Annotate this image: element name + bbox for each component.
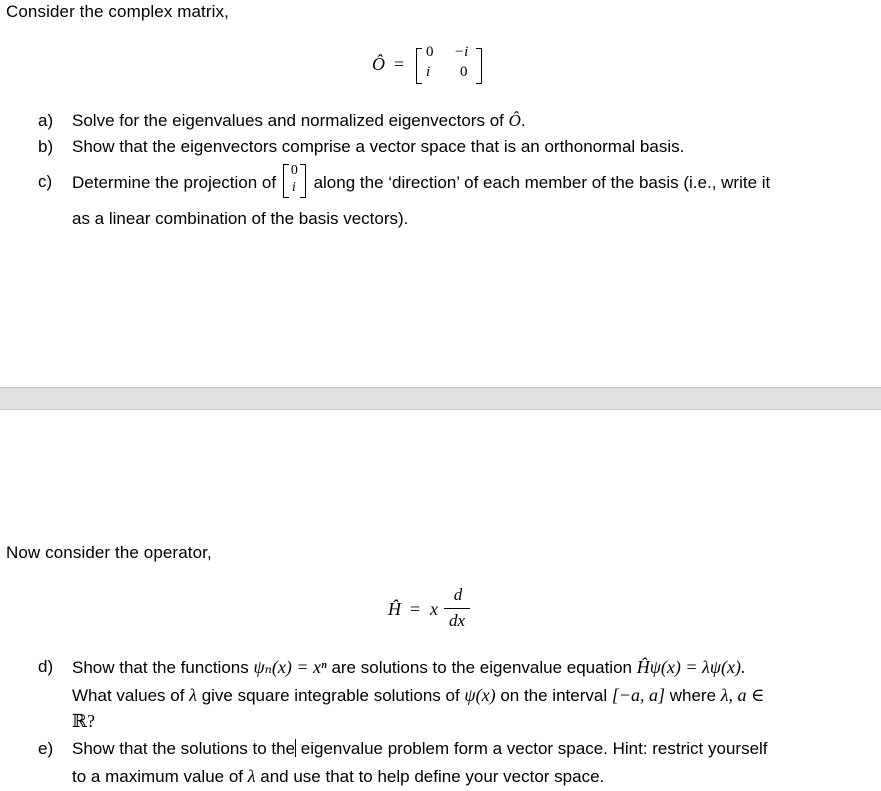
part-a-text	[72, 111, 526, 131]
reals-symbol: ℝ?	[72, 711, 95, 731]
matrix-m11: 0	[426, 44, 434, 60]
operator-o-hat: Ô	[372, 54, 385, 74]
operator-equation	[388, 585, 508, 635]
part-d-l2b: give square integrable solutions of	[196, 686, 465, 705]
part-e-l2b: and use that to help define your vector space.	[255, 767, 605, 786]
part-d-line2	[72, 685, 764, 706]
interval: [−a, a]	[611, 685, 665, 705]
part-c-label: c)	[38, 172, 53, 191]
part-e-line2	[72, 766, 604, 787]
vec-right-bracket	[300, 164, 306, 198]
part-a-symbol: Ô	[508, 111, 521, 130]
equals-sign: =	[394, 54, 405, 74]
part-b-text: Show that the eigenvectors comprise a vector space that is an orthonormal basis.	[72, 137, 685, 156]
part-d-line1	[72, 657, 746, 678]
psi-n-function: ψₙ(x) = xⁿ	[253, 657, 327, 677]
matrix-m22: 0	[460, 64, 468, 80]
part-d-l2a: What values of	[72, 686, 190, 705]
part-d-label: d)	[38, 657, 54, 676]
part-e-line1	[72, 739, 768, 759]
intro-text: Consider the complex matrix,	[6, 2, 229, 21]
column-vector	[281, 163, 309, 195]
section2-intro: Now consider the operator,	[6, 543, 212, 562]
part-a-body: Solve for the eigenvalues and normalized eigenvectors of	[72, 111, 509, 130]
vec-top: 0	[290, 163, 298, 178]
part-c-before: Determine the projection of	[72, 173, 281, 192]
part-e-label: e)	[38, 739, 54, 758]
part-d-l2d: where	[665, 686, 721, 705]
left-bracket	[416, 48, 422, 84]
op-x: x	[430, 599, 438, 619]
operator-h-hat: Ĥ	[388, 599, 401, 619]
right-bracket	[476, 48, 482, 84]
part-c-after: along the ‘direction’ of each member of the basis (i.e., write it	[308, 173, 771, 192]
part-d-l1a: Show that the functions	[72, 658, 254, 677]
op-numerator: d	[453, 585, 463, 604]
part-a-label: a)	[38, 111, 54, 130]
lambda-a-vars: λ, a ∈	[720, 685, 765, 705]
lambda-symbol-e: λ	[247, 766, 256, 786]
part-e-l2a: to a maximum value of	[72, 767, 248, 786]
op-denominator: dx	[448, 611, 466, 630]
eigen-equation: Ĥψ(x) = λψ(x).	[636, 657, 746, 677]
part-b-label: b)	[38, 137, 54, 156]
part-c-line2: as a linear combination of the basis vectors).	[72, 209, 409, 228]
part-d-l2c: on the interval	[495, 686, 612, 705]
matrix-m21: i	[426, 64, 431, 80]
part-e-l1a: Show that the solutions to the	[72, 739, 296, 758]
matrix-equation	[372, 44, 492, 84]
vec-bottom: i	[291, 180, 296, 195]
section-divider	[0, 387, 881, 410]
fraction-bar	[444, 608, 470, 609]
vec-left-bracket	[283, 164, 289, 198]
psi-symbol: ψ(x)	[464, 685, 496, 705]
op-equals-sign: =	[410, 599, 421, 619]
matrix-m12: −i	[454, 44, 469, 60]
lambda-symbol: λ	[189, 685, 197, 705]
part-d-l1b: are solutions to the eigenvalue equation	[326, 658, 637, 677]
part-e-l1b: eigenvalue problem form a vector space. Hint: restrict yourself	[296, 739, 768, 758]
part-d-line3	[72, 711, 95, 732]
part-a-end: .	[520, 111, 526, 130]
part-c-text	[72, 163, 771, 195]
